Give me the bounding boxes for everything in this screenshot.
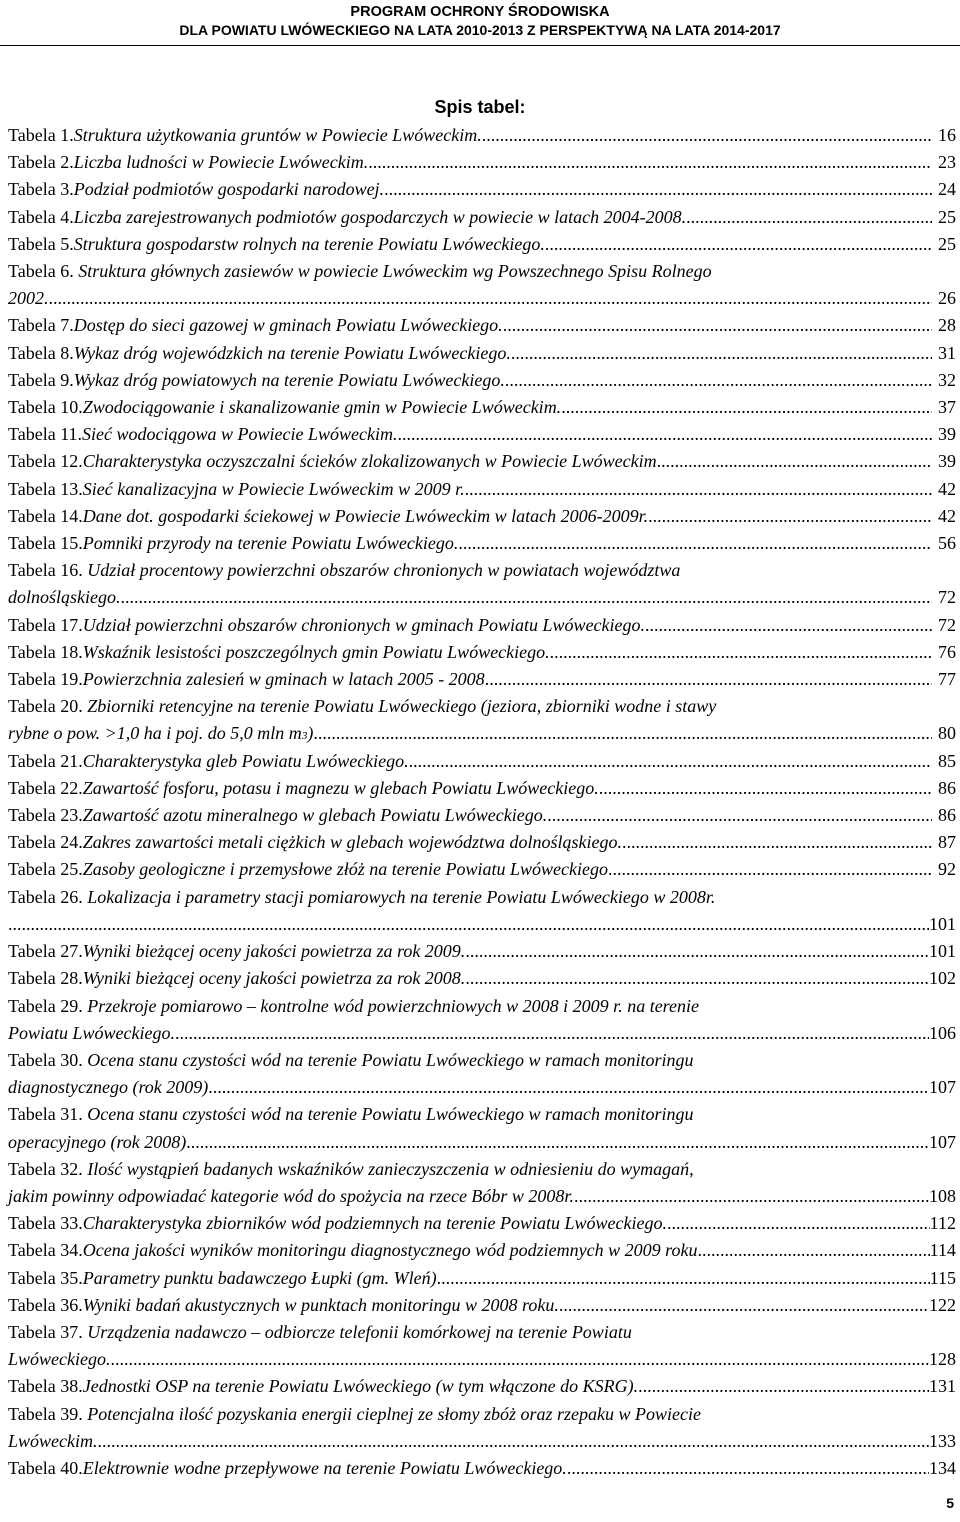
leader-dots <box>599 775 932 802</box>
entry-page: 31 <box>938 342 956 363</box>
entry-label: Tabela 40. <box>8 1457 83 1478</box>
toc-entry[interactable] <box>8 639 956 666</box>
leader-dots <box>121 584 933 611</box>
entry-title: Liczba ludności w Powiecie Lwóweckim. <box>73 152 369 173</box>
entry-label: Tabela 3. <box>8 179 74 200</box>
entry-page: 39 <box>938 451 956 472</box>
entry-label: Tabela 31. <box>8 1104 88 1125</box>
leader-dots <box>398 421 933 448</box>
entry-label: Tabela 23. <box>8 805 83 826</box>
entry-title: Jednostki OSP na terenie Powiatu Lwóweckiego (w tym włączone do KSRG). <box>82 1376 639 1397</box>
entry-page: 85 <box>938 750 956 771</box>
entry-title-line1: Udział procentowy powierzchni obszarów chronionych w powiatach województwa <box>87 560 681 581</box>
entry-label: Tabela 10. <box>8 397 83 418</box>
entry-title-line1: Ilość wystąpień badanych wskaźników zanieczyszczenia w odniesieniu do wymagań, <box>87 1158 694 1179</box>
entry-title-line1: Ocena stanu czystości wód na terenie Powiatu Lwóweckiego w ramach monitoringu <box>87 1104 694 1125</box>
toc-entry[interactable]: Tabela 20. Zbiorniki retencyjne na terenie Powiatu Lwóweckiego (jeziora, zbiorniki wodne i stawy rybne o pow. >1,0 ha i poj. do 5,0 mln m 3 ) ..... 80 <box>8 693 956 747</box>
entry-title-line2-end: ) <box>307 723 314 744</box>
toc-entry[interactable] <box>8 965 956 992</box>
entry-page: 87 <box>938 832 956 853</box>
document-header <box>0 3 960 39</box>
leader-dots <box>437 1265 930 1292</box>
entry-label: Tabela 9. <box>8 369 74 390</box>
entry-title: Zasoby geologiczne i przemysłowe złóż na terenie Powiatu Lwóweckiego <box>82 859 608 880</box>
toc-entry[interactable] <box>8 1237 956 1264</box>
entry-label: Tabela 12. <box>8 451 83 472</box>
entry-label: Tabela 15. <box>8 533 83 554</box>
entry-page: 24 <box>938 179 956 200</box>
entry-title: Zwodociągowanie i skanalizowanie gmin w Powiecie Lwóweckim. <box>82 397 562 418</box>
entry-title-line1: Urządzenia nadawczo – odbiorcze telefonii komórkowej na terenie Powiatu <box>87 1321 632 1342</box>
leader-dots <box>458 530 932 557</box>
entry-title: Charakterystyka oczyszczalni ścieków zlokalizowanych w Powiecie Lwóweckim <box>82 451 657 472</box>
toc-entry[interactable] <box>8 340 956 367</box>
entry-title: Pomniki przyrody na terenie Powiatu Lwóweckiego. <box>82 533 459 554</box>
entry-title-line2: Lwóweckim. <box>8 1430 98 1451</box>
toc-entry[interactable] <box>8 993 956 1047</box>
leader-dots <box>368 149 932 176</box>
entry-title: Powierzchnia zalesień w gminach w latach 2005 - 2008 <box>82 669 485 690</box>
leader-dots <box>505 367 932 394</box>
entry-title: Charakterystyka gleb Powiatu Lwóweckiego. <box>82 750 409 771</box>
entry-title: Wyniki bieżącej oceny jakości powietrza za rok 2008. <box>82 968 466 989</box>
leader-dots <box>667 1210 930 1237</box>
leader-dots <box>567 1455 929 1482</box>
entry-page: 26 <box>938 288 956 309</box>
toc-entry[interactable] <box>8 231 956 258</box>
leader-dots <box>511 340 932 367</box>
toc-entry[interactable] <box>8 1156 956 1210</box>
leader-dots <box>465 938 929 965</box>
leader-dots <box>175 1020 929 1047</box>
leader-dots <box>550 639 932 666</box>
leader-dots <box>465 965 929 992</box>
header-rule <box>0 45 960 46</box>
entry-label: Tabela 16. <box>8 560 88 581</box>
entry-label: Tabela 6. <box>8 261 79 282</box>
toc-entry[interactable] <box>8 1455 956 1482</box>
entry-label: Tabela 25. <box>8 859 83 880</box>
toc-entry[interactable] <box>8 204 956 231</box>
entry-label: Tabela 32. <box>8 1158 88 1179</box>
entry-label: Tabela 35. <box>8 1267 83 1288</box>
entry-page: 32 <box>938 369 956 390</box>
toc-entry[interactable] <box>8 1265 956 1292</box>
toc-entry[interactable] <box>8 421 956 448</box>
entry-title: Liczba zarejestrowanych podmiotów gospodarczych w powiecie w latach 2004-2008. <box>73 206 687 227</box>
entry-title: Zawartość fosforu, potasu i magnezu w glebach Powiatu Lwóweckiego. <box>82 777 599 798</box>
entry-title: Parametry punktu badawczego Łupki (gm. Wleń) <box>82 1267 437 1288</box>
entry-title-line1: Ocena stanu czystości wód na terenie Powiatu Lwóweckiego w ramach monitoringu <box>87 1049 694 1070</box>
leader-dots <box>559 1292 929 1319</box>
toc-entry[interactable] <box>8 856 956 883</box>
toc-entry[interactable] <box>8 1319 956 1373</box>
toc-entry[interactable] <box>8 503 956 530</box>
entry-label: Tabela 13. <box>8 478 83 499</box>
entry-title: Struktura gospodarstw rolnych na terenie Powiatu Lwóweckiego. <box>73 233 545 254</box>
toc-entry[interactable] <box>8 1401 956 1455</box>
entry-label: Tabela 17. <box>8 614 83 635</box>
entry-page: 86 <box>938 777 956 798</box>
toc-entry[interactable] <box>8 666 956 693</box>
entry-title: Sieć wodociągowa w Powiecie Lwóweckim. <box>82 424 398 445</box>
entry-title: Wykaz dróg powiatowych na terenie Powiatu Lwóweckiego. <box>73 369 505 390</box>
leader-dots <box>409 748 932 775</box>
toc-entry[interactable] <box>8 122 956 149</box>
entry-page: 25 <box>938 206 956 227</box>
toc-title: Spis tabel: <box>434 97 526 117</box>
entry-page: 122 <box>929 1294 956 1315</box>
leader-dots <box>503 312 932 339</box>
entry-page: 77 <box>938 669 956 690</box>
toc-entry[interactable] <box>8 476 956 503</box>
entry-page: 76 <box>938 641 956 662</box>
entry-label: Tabela 38. <box>8 1376 83 1397</box>
entry-label: Tabela 5. <box>8 233 74 254</box>
entry-title-line2: Lwóweckiego. <box>8 1349 111 1370</box>
entry-label: Tabela 18. <box>8 641 83 662</box>
entry-page: 101 <box>929 913 956 934</box>
toc-entry[interactable] <box>8 1047 956 1101</box>
entry-page: 72 <box>938 614 956 635</box>
entry-page: 28 <box>938 315 956 336</box>
entry-page: 114 <box>929 1240 956 1261</box>
entry-page: 42 <box>938 478 956 499</box>
entry-title-line1: Przekroje pomiarowo – kontrolne wód powierzchniowych w 2008 i 2009 r. na terenie <box>87 995 699 1016</box>
entry-label: Tabela 29. <box>8 995 88 1016</box>
leader-dots <box>485 666 932 693</box>
leader-dots <box>186 1129 929 1156</box>
entry-title: Dane dot. gospodarki ściekowej w Powiecie Lwóweckim w latach 2006-2009r. <box>82 505 649 526</box>
toc-entry[interactable] <box>8 802 956 829</box>
leader-dots <box>645 612 932 639</box>
leader-dots <box>561 394 932 421</box>
entry-page: 106 <box>929 1022 956 1043</box>
entry-page: 86 <box>938 805 956 826</box>
entry-title: Sieć kanalizacyjna w Powiecie Lwóweckim w 2009 r. <box>82 478 465 499</box>
entry-label: Tabela 27. <box>8 941 83 962</box>
toc-entry[interactable] <box>8 829 956 856</box>
leader-dots <box>638 1373 929 1400</box>
toc-entry[interactable] <box>8 938 956 965</box>
entry-page: 101 <box>929 941 956 962</box>
leader-dots <box>8 911 929 938</box>
leader-dots <box>686 204 932 231</box>
toc-entry[interactable] <box>8 1373 956 1400</box>
entry-title-line1: Zbiorniki retencyjne na terenie Powiatu Lwóweckiego (jeziora, zbiorniki wodne i stawy <box>87 696 717 717</box>
entry-page: 37 <box>938 397 956 418</box>
leader-dots <box>465 476 932 503</box>
entry-page: 131 <box>929 1376 956 1397</box>
page-number: 5 <box>946 1495 954 1511</box>
entry-title: Struktura użytkowania gruntów w Powiecie Lwóweckim. <box>73 125 482 145</box>
leader-dots <box>547 802 932 829</box>
entry-title-line2: diagnostycznego (rok 2009) <box>8 1077 209 1098</box>
entry-label: Tabela 2. <box>8 152 74 173</box>
toc-entry[interactable] <box>8 367 956 394</box>
toc-entry[interactable] <box>8 312 956 339</box>
entry-page: 92 <box>938 859 956 880</box>
leader-dots <box>622 829 932 856</box>
leader-dots <box>608 856 932 883</box>
entry-title: Wyniki badań akustycznych w punktach monitoringu w 2008 roku. <box>82 1294 559 1315</box>
entry-label: Tabela 19. <box>8 669 83 690</box>
entry-label: Tabela 22. <box>8 777 83 798</box>
leader-dots <box>98 1428 930 1455</box>
entry-title: Zakres zawartości metali ciężkich w glebach województwa dolnośląskiego. <box>82 832 623 853</box>
table-list <box>8 122 956 1482</box>
toc-entry[interactable] <box>8 612 956 639</box>
entry-label: Tabela 24. <box>8 832 83 853</box>
entry-page: 25 <box>938 233 956 254</box>
toc-entry[interactable] <box>8 775 956 802</box>
entry-label: Tabela 30. <box>8 1049 88 1070</box>
leader-dots <box>697 1237 929 1264</box>
entry-page: 56 <box>938 533 956 554</box>
header-subtitle: DLA POWIATU LWÓWECKIEGO NA LATA 2010-2013 Z PERSPEKTYWĄ NA LATA 2014-2017 <box>179 22 781 38</box>
leader-dots <box>657 448 932 475</box>
entry-page: 112 <box>929 1213 956 1234</box>
entry-title: Podział podmiotów gospodarki narodowej. <box>73 179 385 200</box>
entry-title: Udział powierzchni obszarów chronionych w gminach Powiatu Lwóweckiego. <box>82 614 646 635</box>
entry-page: 107 <box>929 1131 956 1152</box>
toc-entry[interactable] <box>8 1210 956 1237</box>
leader-dots <box>49 285 933 312</box>
entry-title: Elektrownie wodne przepływowe na terenie Powiatu Lwóweckiego. <box>82 1457 567 1478</box>
entry-label: Tabela 36. <box>8 1294 83 1315</box>
entry-label: Tabela 39. <box>8 1403 88 1424</box>
entry-page: 80 <box>938 723 956 744</box>
entry-page: 23 <box>938 152 956 173</box>
toc-entry[interactable] <box>8 557 956 611</box>
entry-label: Tabela 20. <box>8 696 88 717</box>
toc-entry[interactable] <box>8 394 956 421</box>
entry-title: Wyniki bieżącej oceny jakości powietrza za rok 2009. <box>82 941 466 962</box>
entry-title-line2: operacyjnego (rok 2008) <box>8 1131 187 1152</box>
entry-label: Tabela 4. <box>8 206 74 227</box>
entry-page: 128 <box>929 1349 956 1370</box>
entry-page: 42 <box>938 505 956 526</box>
toc-entry[interactable] <box>8 149 956 176</box>
toc-entry[interactable] <box>8 1101 956 1155</box>
leader-dots <box>313 720 932 747</box>
entry-label: Tabela 14. <box>8 505 83 526</box>
entry-page: 115 <box>929 1267 956 1288</box>
entry-label: Tabela 33. <box>8 1213 83 1234</box>
entry-title: Wykaz dróg wojewódzkich na terenie Powiatu Lwóweckiego. <box>73 342 511 363</box>
entry-title-line2: 2002. <box>8 288 49 309</box>
entry-label: Tabela 34. <box>8 1240 83 1261</box>
entry-title: Dostęp do sieci gazowej w gminach Powiatu Lwóweckiego. <box>73 315 503 336</box>
leader-dots <box>545 231 932 258</box>
entry-label: Tabela 28. <box>8 968 83 989</box>
entry-title-line2: rybne o pow. >1,0 ha i poj. do 5,0 mln m <box>8 723 302 744</box>
leader-dots <box>574 1183 929 1210</box>
toc-entry[interactable] <box>8 176 956 203</box>
entry-page: 133 <box>929 1430 956 1451</box>
entry-title-line2: dolnośląskiego. <box>8 587 121 608</box>
entry-title-line2: Powiatu Lwóweckiego. <box>8 1022 175 1043</box>
header-program-title: PROGRAM OCHRONY ŚRODOWISKA <box>350 4 610 20</box>
entry-label: Tabela 21. <box>8 750 83 771</box>
entry-title: Charakterystyka zbiorników wód podziemnych na terenie Powiatu Lwóweckiego. <box>82 1213 667 1234</box>
entry-page: 134 <box>929 1457 956 1478</box>
toc-entry[interactable] <box>8 884 956 938</box>
entry-label: Tabela 37. <box>8 1321 88 1342</box>
leader-dots <box>482 122 932 149</box>
toc-entry[interactable] <box>8 258 956 312</box>
entry-page: 39 <box>938 424 956 445</box>
leader-dots <box>648 503 932 530</box>
toc-entry[interactable] <box>8 448 956 475</box>
entry-page: 72 <box>938 587 956 608</box>
entry-label: Tabela 11. <box>8 424 83 445</box>
entry-label: Tabela 8. <box>8 342 74 363</box>
entry-page: 108 <box>929 1185 956 1206</box>
leader-dots <box>208 1074 929 1101</box>
entry-title-line1: Potencjalna ilość pozyskania energii cieplnej ze słomy zbóż oraz rzepaku w Powiecie <box>87 1403 701 1424</box>
entry-title: Wskaźnik lesistości poszczególnych gmin Powiatu Lwóweckiego. <box>82 641 550 662</box>
entry-page: 102 <box>929 968 956 989</box>
entry-label: Tabela 26. <box>8 886 88 907</box>
entry-title: Zawartość azotu mineralnego w glebach Powiatu Lwóweckiego. <box>82 805 548 826</box>
entry-title-line1: Struktura głównych zasiewów w powiecie Lwóweckim wg Powszechnego Spisu Rolnego <box>78 261 712 282</box>
toc-entry[interactable] <box>8 1292 956 1319</box>
entry-page: 107 <box>929 1077 956 1098</box>
entry-label: Tabela 1. <box>8 125 74 145</box>
toc-entry[interactable] <box>8 748 956 775</box>
entry-page: 16 <box>938 125 956 145</box>
entry-title: Ocena jakości wyników monitoringu diagnostycznego wód podziemnych w 2009 roku <box>82 1240 698 1261</box>
entry-title-line1: Lokalizacja i parametry stacji pomiarowych na terenie Powiatu Lwóweckiego w 2008r. <box>87 886 716 907</box>
entry-label: Tabela 7. <box>8 315 74 336</box>
leader-dots <box>110 1346 929 1373</box>
leader-dots <box>384 176 932 203</box>
entry-title-line2: jakim powinny odpowiadać kategorie wód do spożycia na rzece Bóbr w 2008r. <box>8 1185 574 1206</box>
toc-entry[interactable] <box>8 530 956 557</box>
